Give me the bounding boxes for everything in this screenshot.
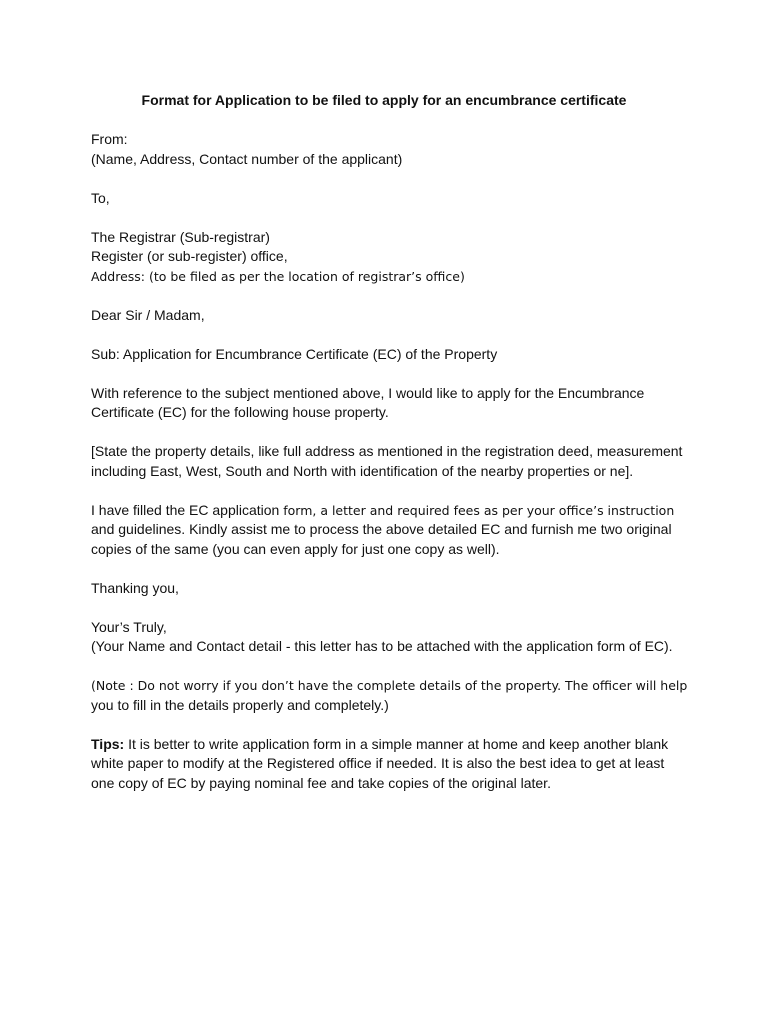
- paragraph-line: With reference to the subject mentioned above, I would like to apply for the Encumbrance: [91, 384, 645, 401]
- note-line: you to fill in the details properly and completely.): [91, 696, 389, 713]
- paragraph-application: [91, 501, 691, 560]
- closing-line: Your’s Truly,: [91, 618, 167, 635]
- paragraph-text-alt: form, a letter and required fees as per your office’s instruction: [283, 502, 675, 518]
- paragraph-line: [91, 501, 691, 521]
- paragraph-line: Certificate (EC) for the following house property.: [91, 404, 389, 420]
- closing-block: [91, 618, 691, 657]
- from-label: From:: [91, 131, 128, 147]
- paragraph-property-details: [91, 442, 691, 481]
- letter-body: [91, 130, 691, 793]
- subject-line: Sub: Application for Encumbrance Certificate (EC) of the Property: [91, 345, 498, 362]
- recipient-address: Address: (to be filed as per the location of registrar’s office): [91, 268, 465, 284]
- note-block: [91, 676, 691, 715]
- paragraph-line: copies of the same (you can even apply for just one copy as well).: [91, 540, 500, 557]
- tips-line: white paper to modify at the Registered office if needed. It is also the best idea to get at least: [91, 755, 665, 771]
- document-title: Format for Application to be filed to apply for an encumbrance certificate: [141, 92, 627, 108]
- recipient-line-2: Register (or sub-register) office,: [91, 248, 288, 264]
- thanks-line: Thanking you,: [91, 579, 179, 596]
- paragraph-line: including East, West, South and North with identification of the nearby properties or ne].: [91, 462, 634, 479]
- paragraph-text: I have filled the EC application: [91, 501, 284, 518]
- recipient-line-1: The Registrar (Sub-registrar): [91, 228, 270, 245]
- tips-text: It is better to write application form in a simple manner at home and keep another blank: [124, 735, 669, 752]
- from-details: (Name, Address, Contact number of the applicant): [91, 150, 403, 167]
- paragraph-reference: [91, 384, 691, 423]
- to-label: To,: [91, 189, 110, 206]
- note-line: (Note : Do not worry if you don’t have the complete details of the property. The officer will help: [91, 678, 688, 693]
- salutation: Dear Sir / Madam,: [91, 306, 205, 323]
- tips-line: one copy of EC by paying nominal fee and take copies of the original later.: [91, 774, 551, 791]
- paragraph-line: [State the property details, like full address as mentioned in the registration deed, measurement: [91, 443, 683, 459]
- tips-block: [91, 735, 691, 794]
- tips-label: Tips:: [91, 735, 125, 752]
- paragraph-line: and guidelines. Kindly assist me to process the above detailed EC and furnish me two original: [91, 521, 672, 537]
- tips-line: [91, 735, 691, 755]
- closing-line: (Your Name and Contact detail - this letter has to be attached with the application form of EC).: [91, 638, 673, 654]
